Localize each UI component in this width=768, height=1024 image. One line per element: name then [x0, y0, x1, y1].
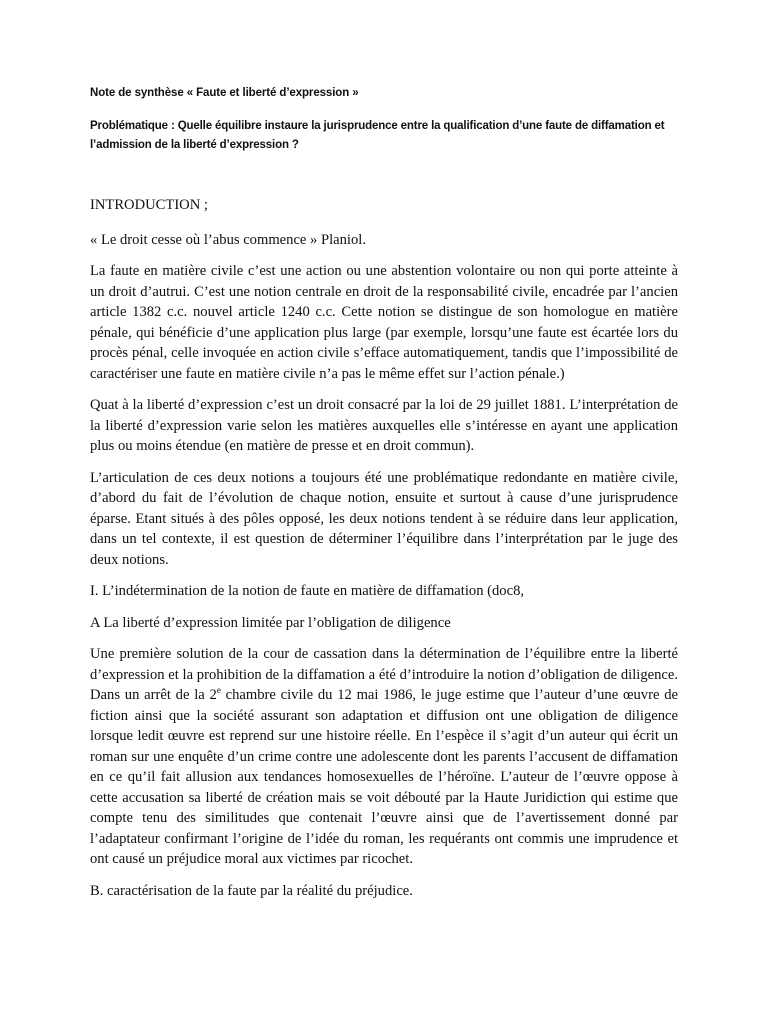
paragraph-diligence [90, 644, 678, 870]
paragraph-faute: La faute en matière civile c’est une action ou une abstention volontaire ou non qui porte atteinte à un droit d’autrui. C’est une notion centrale en droit de la responsabilité civile, encadrée par l’ancien article 1382 c.c. nouvel article 1240 c.c. Cette notion se distingue de son homologue en matière pénale, qui bénéficie d’une application plus large (par exemple, lorsqu’une faute est écartée lors du procès pénal, celle invoquée en action civile s’efface automatiquement, tandis que l’impossibilité de caractériser une faute en matière civile n’a pas le même effet sur l’action pénale.) [90, 263, 678, 382]
section-1-heading: I. L’indétermination de la notion de faute en matière de diffamation (doc8, [90, 583, 525, 599]
note-title: Note de synthèse « Faute et liberté d’expression » [90, 87, 359, 99]
paragraph-articulation: L’articulation de ces deux notions a toujours été une problématique redondante en matière civile, d’abord du fait de l’évolution de chaque notion, ensuite et surtout à cause d’une jurisprudence éparse. Etant situés à des pôles opposé, les deux notions tendent à se réduire dans leur application, dans un tel contexte, il est question de déterminer l’équilibre dans l’interprétation par le juge des deux notions. [90, 469, 678, 568]
ordinal-superscript: e [216, 685, 221, 696]
section-a-heading: A La liberté d’expression limitée par l’obligation de diligence [90, 614, 451, 631]
introduction-heading: INTRODUCTION ; [90, 197, 208, 213]
document-body [90, 195, 678, 912]
paragraph-diligence-part-1: Une première solution de la cour de cassation dans la détermination de l’équilibre entre la liberté d’expression et la prohibition de la diffamation a été d’introduire la notion d’obligation de diligence. Dans un arrêt de la 2 [90, 646, 678, 703]
paragraph-diligence-part-2: chambre civile du 12 mai 1986, le juge estime que l’auteur d’une œuvre de fiction ainsi que la société assurant son adaptation et diffusion ont une obligation de diligence lorsque ledit œuvre est reprend sur une histoire réelle. En l’espèce il s’agit d’un auteur qui écrit un roman sur une enquête d’un crime contre une adolescente dont les parents l’accusent de diffamation en ce qu’il fait allusion aux tendances homosexuelles de l’héroïne. L’auteur de l’œuvre oppose à cette accusation sa liberté de création mais se voit débouté par la Haute Juridiction qui estime que compte tenu des similitudes que contenait l’œuvre ainsi que de l’avertissement donné par l’adaptateur confirmant l’origine de l’idée du roman, les requérants ont commis une imprudence et ont causé un préjudice moral aux victimes par ricochet. [90, 687, 678, 867]
problematique: Problématique : Quelle équilibre instaure la jurisprudence entre la qualification d’une faute de diffamation et l’admission de la liberté d’expression ? [90, 120, 665, 151]
section-b-heading: B. caractérisation de la faute par la réalité du préjudice. [90, 882, 413, 899]
planiol-quote: « Le droit cesse où l’abus commence » Planiol. [90, 231, 366, 248]
document-page [90, 0, 678, 1024]
paragraph-liberte: Quat à la liberté d’expression c’est un droit consacré par la loi de 29 juillet 1881. L’interprétation de la liberté d’expression varie selon les matières auxquelles elle s’intéresse en ayant une application plus ou moins étendue (en matière de presse et en droit commun). [90, 397, 678, 454]
